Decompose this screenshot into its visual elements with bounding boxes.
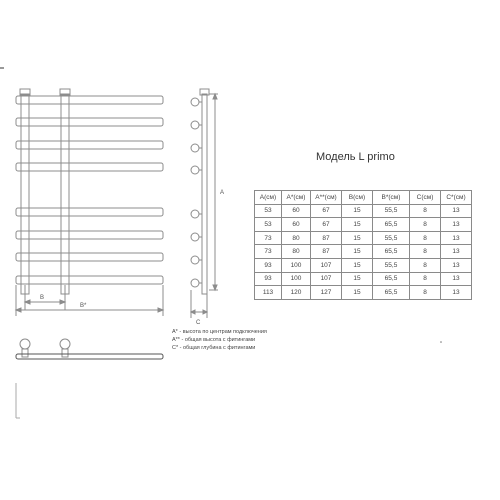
table-cell: 60: [282, 218, 311, 232]
table-cell: 8: [410, 272, 441, 286]
table-cell: 55,5: [373, 204, 410, 218]
table-cell: 80: [282, 245, 311, 259]
label-b: B: [40, 295, 45, 301]
table-cell: 8: [410, 218, 441, 232]
table-cell: 55,5: [373, 258, 410, 272]
table-row: [255, 272, 472, 286]
table-cell: 107: [311, 272, 342, 286]
label-c: C: [196, 320, 201, 326]
left-post: [21, 94, 29, 294]
table-cell: 65,5: [373, 286, 410, 300]
table-cell: 13: [441, 272, 472, 286]
table-cell: 8: [410, 258, 441, 272]
table-row: [255, 286, 472, 300]
table-cell: 15: [342, 204, 373, 218]
label-a: A: [220, 190, 225, 196]
stray-dot: [440, 341, 442, 343]
side-bar-ends: [191, 98, 202, 287]
table-cell: 15: [342, 286, 373, 300]
table-cell: 65,5: [373, 245, 410, 259]
horizontal-bars: [16, 96, 163, 284]
side-view: [191, 89, 218, 318]
table-cell: 67: [311, 218, 342, 232]
table-cell: 8: [410, 286, 441, 300]
table-cell: 13: [441, 258, 472, 272]
table-cell: 13: [441, 231, 472, 245]
right-post: [61, 94, 69, 294]
table-cell: 100: [282, 258, 311, 272]
table-row: [255, 218, 472, 232]
note-a-double-star: A** - общая высота с фитингами: [172, 337, 256, 343]
table-cell: 73: [255, 231, 282, 245]
column-header: A(см): [255, 191, 282, 205]
table-cell: 65,5: [373, 272, 410, 286]
front-view: [16, 89, 163, 316]
table-row: [255, 204, 472, 218]
dimension-a: [209, 94, 218, 290]
table-cell: 8: [410, 231, 441, 245]
table-cell: 8: [410, 204, 441, 218]
table-cell: 13: [441, 286, 472, 300]
table-cell: 13: [441, 218, 472, 232]
spec-table: [254, 190, 472, 300]
table-cell: 93: [255, 258, 282, 272]
table-cell: 15: [342, 245, 373, 259]
table-cell: 127: [311, 286, 342, 300]
table-cell: 87: [311, 231, 342, 245]
column-header: C(см): [410, 191, 441, 205]
top-view: [16, 339, 163, 359]
table-cell: 73: [255, 245, 282, 259]
note-c-star: C* - общая глубина с фитингами: [172, 345, 256, 351]
table-row: [255, 245, 472, 259]
table-cell: 60: [282, 204, 311, 218]
column-header: B*(см): [373, 191, 410, 205]
table-cell: 120: [282, 286, 311, 300]
table-cell: 107: [311, 258, 342, 272]
column-header: B(см): [342, 191, 373, 205]
table-cell: 67: [311, 204, 342, 218]
table-row: [255, 258, 472, 272]
table-cell: 8: [410, 245, 441, 259]
side-post: [202, 94, 207, 294]
table-cell: 53: [255, 204, 282, 218]
dimension-b: [25, 285, 65, 310]
column-header: A**(см): [311, 191, 342, 205]
table-row: [255, 231, 472, 245]
table-cell: 55,5: [373, 231, 410, 245]
table-cell: 80: [282, 231, 311, 245]
table-cell: 13: [441, 245, 472, 259]
table-cell: 65,5: [373, 218, 410, 232]
dimension-b-star: [16, 285, 163, 316]
column-header: A*(см): [282, 191, 311, 205]
column-header: C*(см): [441, 191, 472, 205]
table-cell: 93: [255, 272, 282, 286]
table-cell: 87: [311, 245, 342, 259]
note-a-star: A* - высота по центрам подключения: [172, 329, 267, 335]
table-cell: 15: [342, 272, 373, 286]
table-cell: 15: [342, 258, 373, 272]
table-cell: 100: [282, 272, 311, 286]
table-cell: 53: [255, 218, 282, 232]
notes: [172, 328, 282, 352]
corner-fragments: [16, 383, 20, 418]
model-title: Модель L primo: [316, 151, 395, 163]
label-b-star: B*: [80, 303, 87, 309]
table-cell: 15: [342, 218, 373, 232]
table-cell: 13: [441, 204, 472, 218]
table-cell: 15: [342, 231, 373, 245]
table-cell: 113: [255, 286, 282, 300]
table-header-row: [255, 191, 472, 205]
